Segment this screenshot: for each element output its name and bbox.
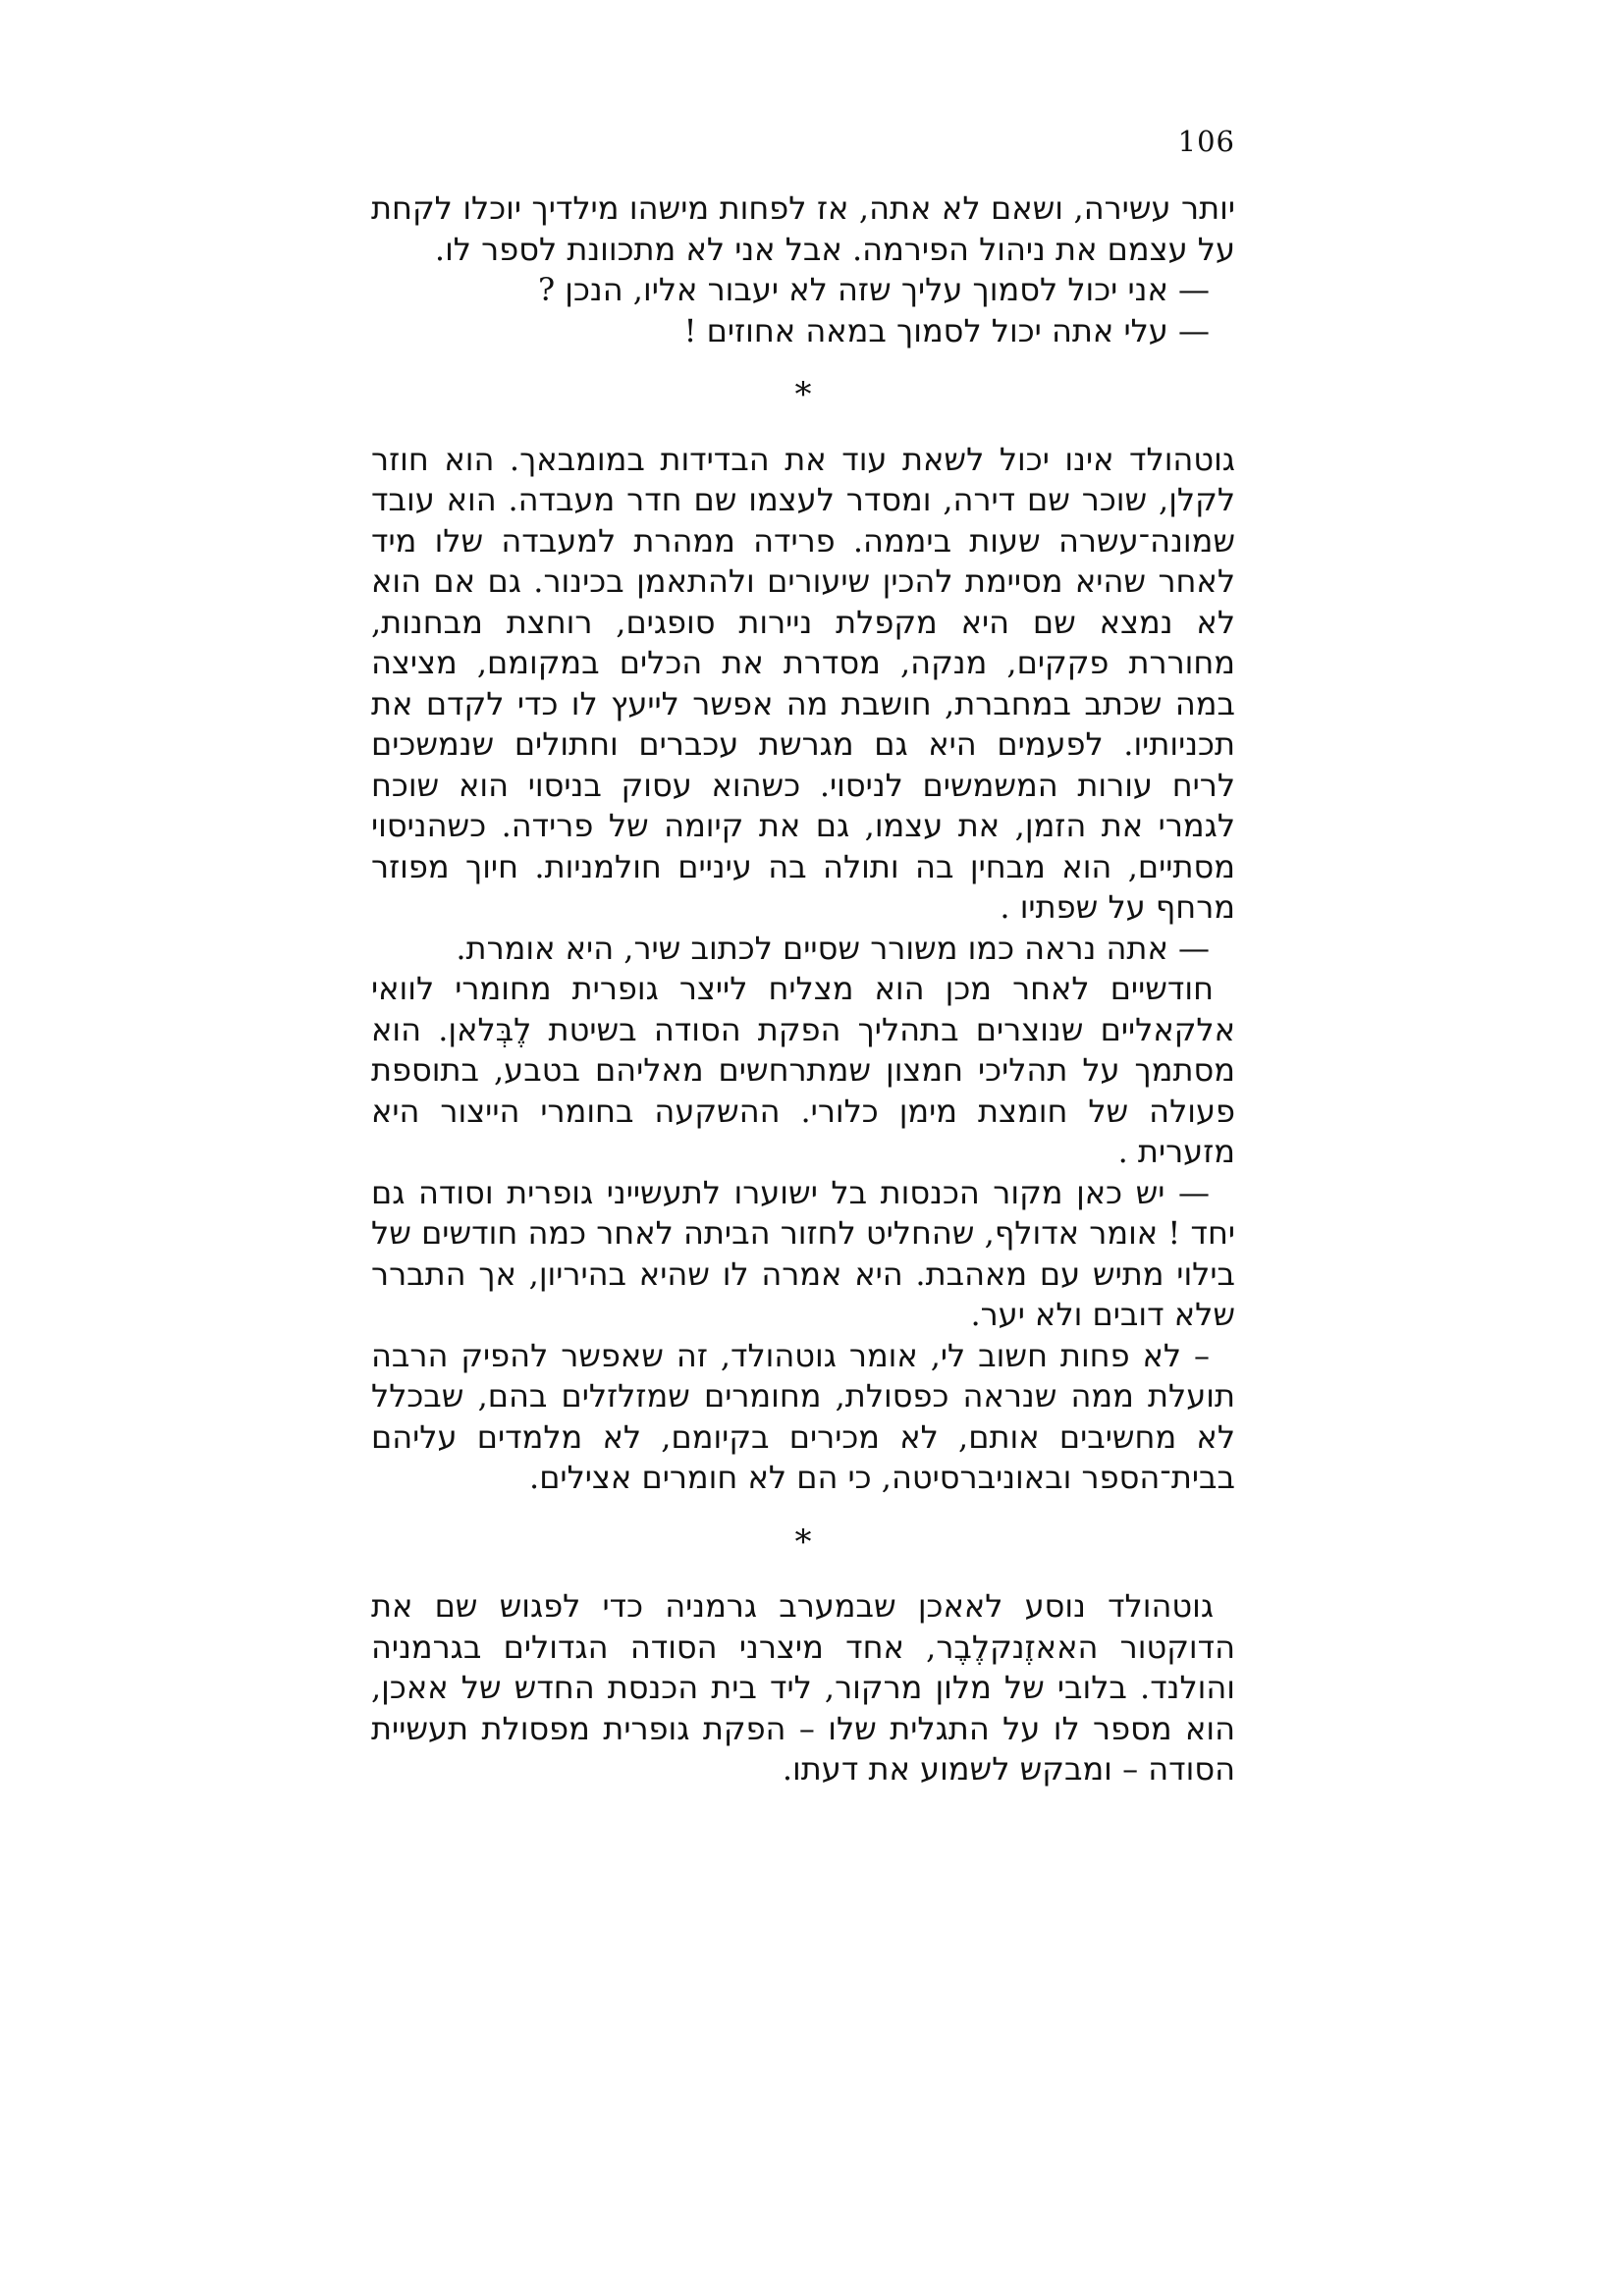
body-paragraph: גוטהולד נוסע לאאכן שבמערב גרמניה כדי לפגוש שם את הדוקטור האאזֶנקלֶבֶר, אחד מיצרני הסודה הגדולים בגרמניה והולנד. בלובי של מלון מרקור, ליד בית הכנסת החדש של אאכן, הוא מספר לו על התגלית שלו – הפקת גופרית מפסולת תעשיית הסודה – ומבקש לשמוע את דעתו.: [371, 1587, 1235, 1788]
section-separator: *: [794, 1522, 812, 1562]
dialogue-paragraph: — אתה נראה כמו משורר שסיים לכתוב שיר, היא אומרת.: [456, 929, 1210, 967]
body-paragraph: יותר עשירה, ושאם לא אתה, אז לפחות מישהו מילדיך יוכלו לקחת על עצמם את ניהול הפירמה. אבל אני לא מתכוונת לספר לו.: [371, 189, 1235, 268]
text-block: [371, 188, 1235, 1790]
dialogue-paragraph: — עלי אתה יכול לסמוך במאה אחוזים !: [683, 311, 1210, 349]
body-paragraph: חודשיים לאחר מכן הוא מצליח לייצר גופרית מחומרי לוואי אלקאליים שנוצרים בתהליך הפקת הסודה בשיטת לֶבְּלאן. הוא מסתמך על תהליכי חמצון שמתרחשים מאליהם בטבע, בתוספת פעולה של חומצת מימן כלורי. ההשקעה בחומרי הייצור היא מזערית .: [371, 970, 1235, 1170]
section-separator: *: [794, 375, 812, 414]
dialogue-paragraph: – לא פחות חשוב לי, אומר גוטהולד, זה שאפשר להפיק הרבה תועלת ממה שנראה כפסולת, מחומרים שמזלזלים בהם, שבכלל לא מחשיבים אותם, לא מכירים בקיומם, לא מלמדים עליהם בבית־הספר ובאוניברסיטה, כי הם לא חומרים אצילים.: [371, 1336, 1235, 1496]
dialogue-paragraph: — אני יכול לסמוך עליך שזה לא יעבור אליו, הנכן ?: [537, 271, 1210, 308]
page-number: 106: [1177, 125, 1235, 158]
dialogue-paragraph: — יש כאן מקור הכנסות בל ישוערו לתעשייני גופרית וסודה גם יחד ! אומר אדולף, שהחליט לחזור הביתה לאחר כמה חודשים של בילוי מתיש עם מאהבת. היא אמרה לו שהיא בהיריון, אך התברר שלא דובים ולא יער.: [371, 1173, 1235, 1333]
body-paragraph: גוטהולד אינו יכול לשאת עוד את הבדידות במומבאך. הוא חוזר לקלן, שוכר שם דירה, ומסדר לעצמו שם חדר מעבדה. הוא עובד שמונה־עשרה שעות ביממה. פרידה ממהרת למעבדה שלו מיד לאחר שהיא מסיימת להכין שיעורים ולהתאמן בכינור. גם אם הוא לא נמצא שם היא מקפלת ניירות סופגים, רוחצת מבחנות, מחוררת פקקים, מנקה, מסדרת את הכלים במקומם, מציצה במה שכתב במחברת, חושבת מה אפשר לייעץ לו כדי לקדם את תכניותיו. לפעמים היא גם מגרשת עכברים וחתולים שנמשכים לריח עורות המשמשים לניסוי. כשהוא עסוק בניסוי הוא שוכח לגמרי את הזמן, את עצמו, גם את קיומה של פרידה. כשהניסוי מסתיים, הוא מבחין בה ותולה בה עיניים חולמניות. חיוך מפוזר מרחף על שפתיו .: [371, 440, 1236, 926]
